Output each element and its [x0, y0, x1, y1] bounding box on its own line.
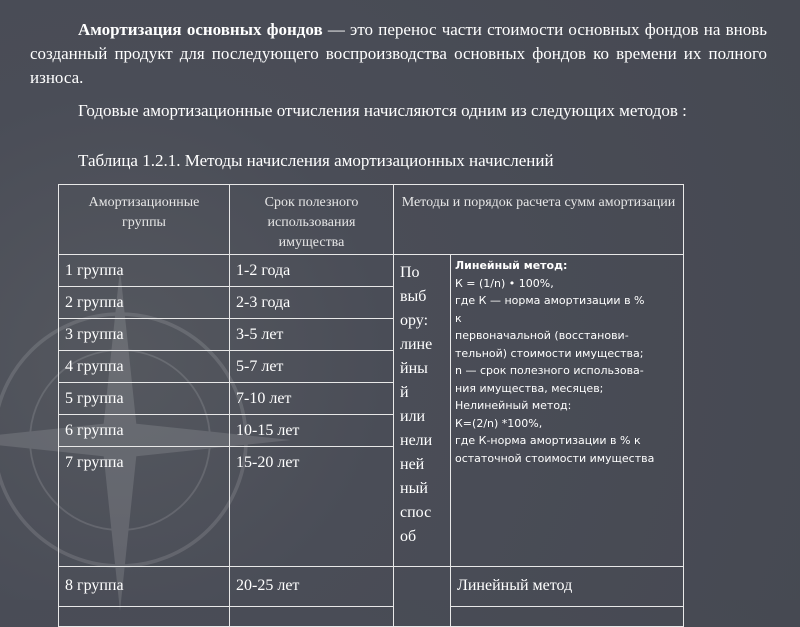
- choice-empty-cell: [394, 567, 451, 627]
- term-cell: 15-20 лет: [230, 447, 394, 567]
- term-cell: 5-7 лет: [230, 351, 394, 383]
- choice-line: ный: [400, 480, 428, 497]
- header-methods: Методы и порядок расчета сумм амортизации: [394, 185, 684, 255]
- choice-line: нели: [400, 432, 433, 449]
- formula-line: к: [455, 311, 462, 325]
- group-cell: 4 группа: [59, 351, 230, 383]
- choice-line: выб: [400, 288, 427, 305]
- formula-line: остаточной стоимости имущества: [455, 451, 655, 465]
- formula-line: К = (1/n) • 100%,: [455, 276, 554, 290]
- linear-method-heading: Линейный метод:: [455, 259, 568, 272]
- choice-line: По: [400, 264, 420, 281]
- group-cell: 6 группа: [59, 415, 230, 447]
- definition-paragraph: [30, 18, 767, 90]
- definition-term: Амортизация основных фондов: [78, 20, 323, 39]
- definition-body: — это перенос части стоимости основных фондов на вновь созданный продукт для последующего воспроизводства основных фондов ко времени их полного износа.: [30, 20, 767, 87]
- formula-line: n — срок полезного использова-: [455, 364, 644, 377]
- intro-text: [30, 18, 767, 132]
- formula-line: тельной) стоимости имущества;: [455, 346, 644, 360]
- choice-line: об: [400, 528, 417, 545]
- term-cell: 2-3 года: [230, 287, 394, 319]
- choice-line: ней: [400, 456, 425, 473]
- nonlinear-method-heading: Нелинейный метод:: [455, 399, 572, 412]
- group-cell: 3 группа: [59, 319, 230, 351]
- term-cell: 20-25 лет: [230, 567, 394, 607]
- group-cell: 5 группа: [59, 383, 230, 415]
- group-cell: 8 группа: [59, 567, 230, 607]
- linear-method-cell: Линейный метод: [451, 567, 684, 607]
- methods-formulas-cell: [451, 255, 684, 567]
- header-term: Срок полезного использования имущества: [230, 185, 394, 255]
- term-cell: [230, 607, 394, 627]
- formula-line: К=(2/n) *100%,: [455, 416, 543, 430]
- group-cell: [59, 607, 230, 627]
- choice-line: ору:: [400, 312, 429, 329]
- table-header-row: [59, 185, 684, 255]
- table-caption: Таблица 1.2.1. Методы начисления амортизационных начислений: [78, 151, 554, 170]
- depreciation-table-wrapper: [58, 184, 684, 627]
- formula-line: где К-норма амортизации в % к: [455, 434, 641, 447]
- choice-line: или: [400, 408, 426, 425]
- choice-line: спос: [400, 504, 432, 521]
- term-cell: 1-2 года: [230, 255, 394, 287]
- group-cell: 2 группа: [59, 287, 230, 319]
- group-cell: 1 группа: [59, 255, 230, 287]
- term-cell: 10-15 лет: [230, 415, 394, 447]
- table-row: [59, 607, 684, 627]
- formula-line: первоначальной (восстанови-: [455, 329, 629, 342]
- group-cell: 7 группа: [59, 447, 230, 567]
- depreciation-table: [58, 184, 684, 627]
- term-cell: 7-10 лет: [230, 383, 394, 415]
- header-groups: Амортизационные группы: [59, 185, 230, 255]
- formula-line: ния имущества, месяцев;: [455, 381, 604, 395]
- methods-empty-cell: [451, 607, 684, 627]
- choice-method-cell: [394, 255, 451, 567]
- table-row: [59, 567, 684, 607]
- formula-line: где К — норма амортизации в %: [455, 294, 645, 307]
- methods-paragraph: Годовые амортизационные отчисления начисляются одним из следующих методов :: [78, 101, 687, 120]
- term-cell: 3-5 лет: [230, 319, 394, 351]
- choice-line: йны: [400, 360, 428, 377]
- choice-line: й: [400, 384, 409, 401]
- choice-line: лине: [400, 336, 433, 353]
- table-row: [59, 255, 684, 287]
